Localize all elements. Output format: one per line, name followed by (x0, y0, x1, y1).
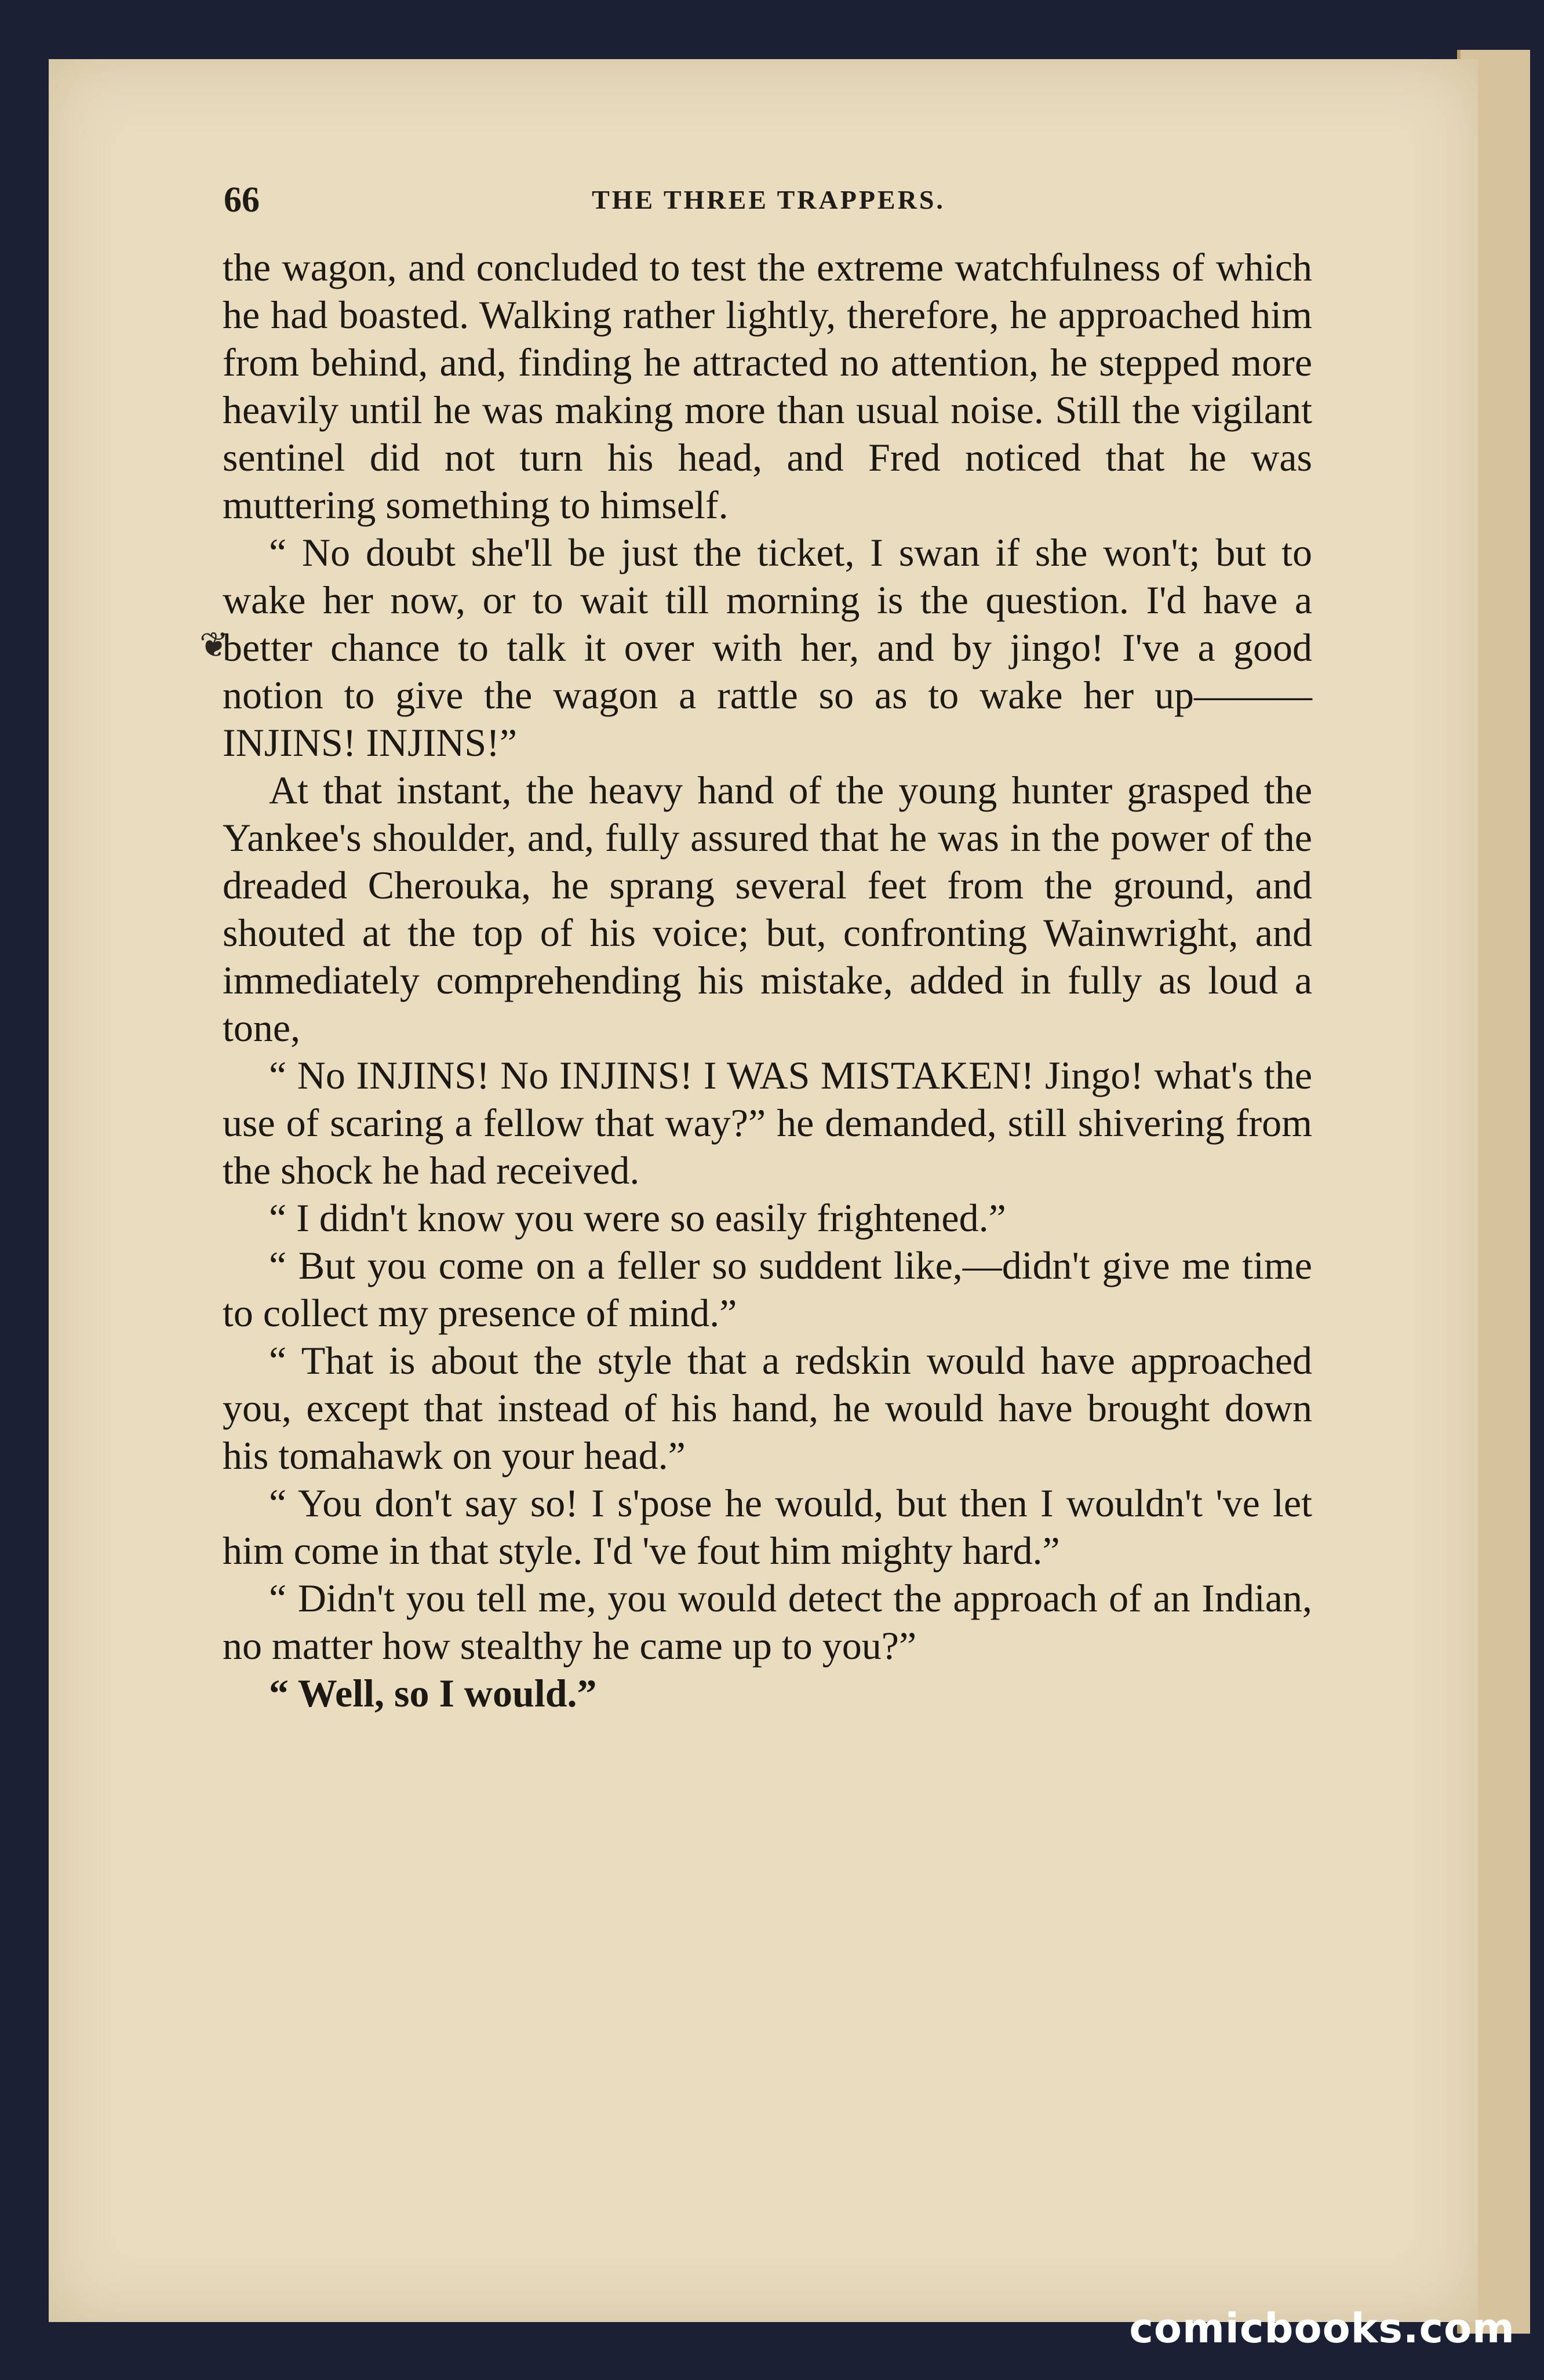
paragraph: “ I didn't know you were so easily frightened.” (269, 1196, 1006, 1240)
body-text (223, 243, 1312, 1717)
margin-mark: ❦ (199, 625, 229, 665)
paragraph: “ That is about the style that a redskin would have approached you, except that instead of his hand, he would have brought down his tomahawk on your head.” (223, 1338, 1312, 1478)
paragraph: “ Didn't you tell me, you would detect the approach of an Indian, no matter how stealthy he came up to you?” (223, 1576, 1312, 1668)
paragraph: “ But you come on a feller so suddent like,—didn't give me time to collect my presence of mind.” (223, 1243, 1312, 1335)
paragraph: “ Well, so I would.” (269, 1671, 597, 1715)
paragraph: At that instant, the heavy hand of the young hunter grasped the Yankee's shoulder, and, fully assured that he was in the power of the dreaded Cherouka, he sprang several feet from the ground, and shouted at the top of his voice; but, confronting Wainwright, and immediately comprehending his mistake, added in fully as loud a tone, (223, 768, 1312, 1050)
paragraph: “ You don't say so! I s'pose he would, but then I wouldn't 've let him come in that style. I'd 've fout him mighty hard.” (223, 1481, 1312, 1573)
paragraph: “ No doubt she'll be just the ticket, I swan if she won't; but to wake her now, or to wait till morning is the question. I'd have a better chance to talk it over with her, and by jingo! I've a good notion to give the wagon a rattle so as to wake her up———INJINS! INJINS!” (223, 530, 1312, 765)
page-number: 66 (224, 180, 260, 220)
running-head: THE THREE TRAPPERS. (592, 185, 945, 214)
watermark: comicbooks.com (1129, 2305, 1515, 2352)
paragraph: “ No INJINS! No INJINS! I WAS MISTAKEN! Jingo! what's the use of scaring a fellow that way?” he demanded, still shivering from the shock he had received. (223, 1053, 1312, 1192)
paragraph: the wagon, and concluded to test the extreme watchfulness of which he had boasted. Walking rather lightly, therefore, he approached him from behind, and, finding he attracted no attention, he stepped more heavily until he was making more than usual noise. Still the vigilant sentinel did not turn his head, and Fred noticed that he was muttering something to himself. (223, 245, 1312, 527)
